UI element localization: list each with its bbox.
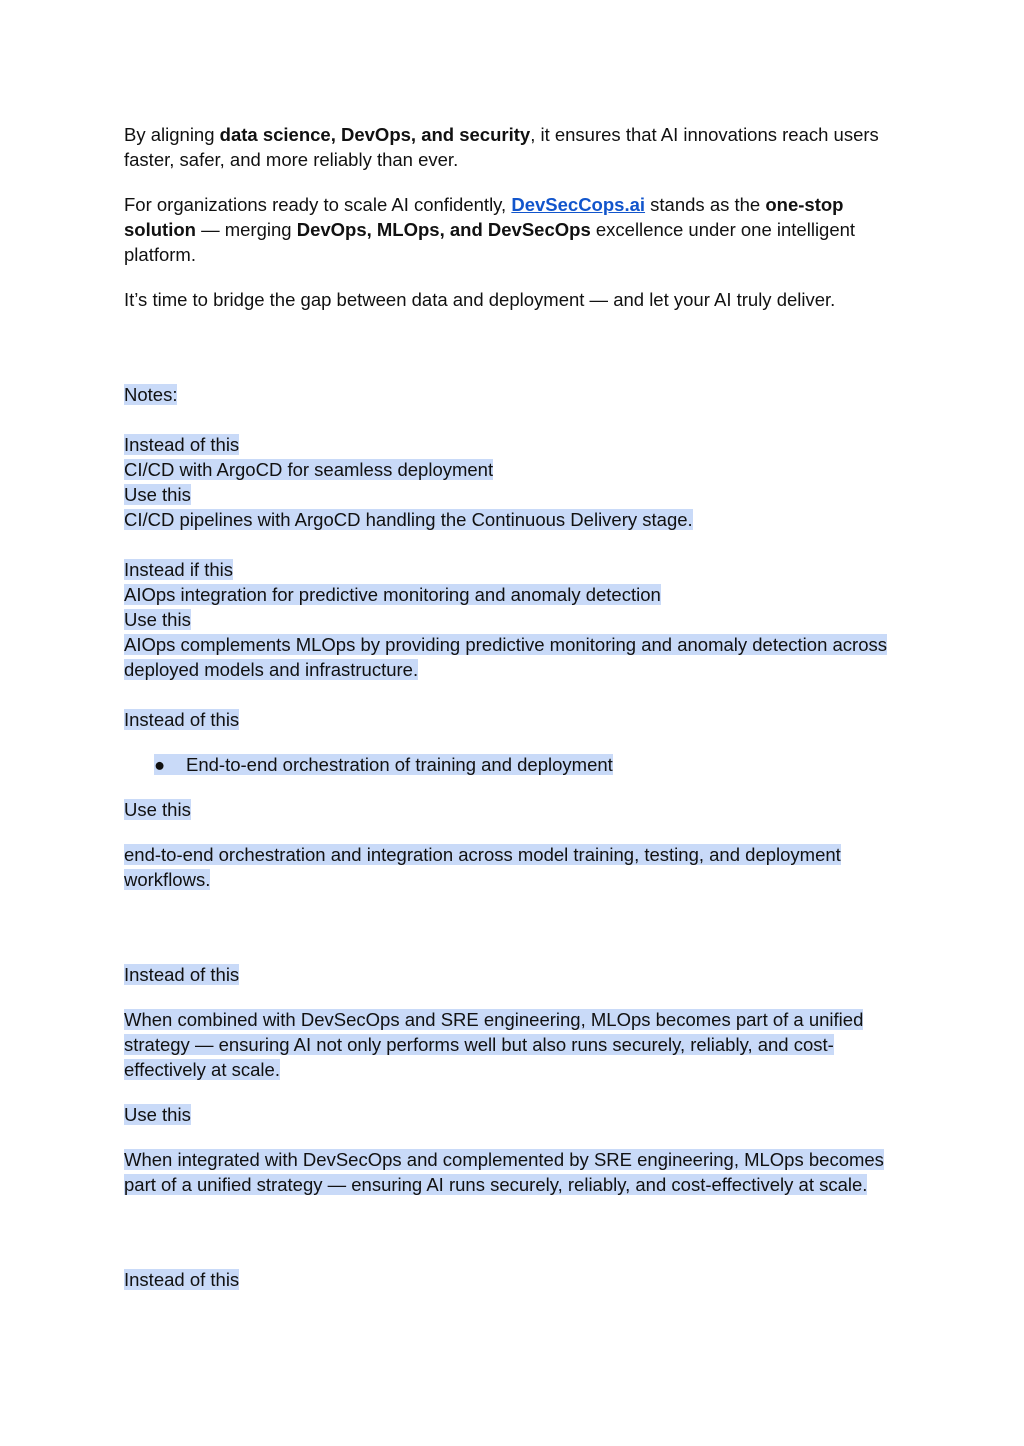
note-4-old <box>124 1007 904 1082</box>
intro-paragraph-1 <box>124 122 904 172</box>
notes-heading <box>124 382 904 407</box>
intro-text: , it ensures that AI innovations reach users faster, safer, and more reliably than ever. <box>124 124 879 170</box>
note-4-use <box>124 1102 904 1127</box>
note-label: Instead of this <box>124 434 240 455</box>
intro-text: For organizations ready to scale AI confidently, <box>124 194 512 215</box>
note-text: When integrated with DevSecOps and complemented by SRE engineering, MLOps becomes part of a unified strategy — ensuring AI runs securely, reliably, and cost-effectively at scale. <box>124 1149 884 1195</box>
note-1-new <box>124 507 904 532</box>
spacer <box>124 532 904 557</box>
note-label: Instead of this <box>124 709 240 730</box>
intro-bold-text: data science, DevOps, and security <box>219 124 531 145</box>
note-text: When combined with DevSecOps and SRE engineering, MLOps becomes part of a unified strategy — ensuring AI not only performs well but also runs securely, reliably, and cost-effectively at scale. <box>124 1009 864 1080</box>
note-label: Use this <box>124 609 191 630</box>
note-1-old <box>124 457 904 482</box>
note-4-new <box>124 1147 904 1197</box>
intro-text: excellence under one intelligent platform. <box>124 219 856 265</box>
note-label: Instead if this <box>124 559 234 580</box>
intro-paragraph-2 <box>124 192 904 267</box>
intro-text: — merging <box>195 219 297 240</box>
note-2-use <box>124 607 904 632</box>
note-2-new <box>124 632 904 682</box>
note-label: Use this <box>124 484 191 505</box>
note-label: Use this <box>124 1104 191 1125</box>
note-text: AIOps complements MLOps by providing predictive monitoring and anomaly detection across deployed models and infrastructure. <box>124 634 887 680</box>
note-label: Instead of this <box>124 1269 240 1290</box>
note-3-instead <box>124 707 904 732</box>
note-3-bullet-item <box>124 752 904 777</box>
intro-paragraph-3: It’s time to bridge the gap between data and deployment — and let your AI truly deliver. <box>124 289 836 310</box>
note-text: AIOps integration for predictive monitoring and anomaly detection <box>124 584 661 605</box>
note-label: Instead of this <box>124 964 240 985</box>
document-page <box>124 122 904 1292</box>
note-5-instead <box>124 1267 904 1292</box>
spacer <box>124 1197 904 1267</box>
note-2-instead <box>124 557 904 582</box>
note-3-use <box>124 797 904 822</box>
spacer <box>124 312 904 382</box>
note-text: CI/CD pipelines with ArgoCD handling the Continuous Delivery stage. <box>124 509 693 530</box>
note-text: End-to-end orchestration of training and deployment <box>186 754 613 775</box>
intro-text: By aligning <box>124 124 220 145</box>
note-4-instead <box>124 962 904 987</box>
intro-bold-text: DevOps, MLOps, and DevSecOps <box>296 219 591 240</box>
note-text: end-to-end orchestration and integration across model training, testing, and deployment workflows. <box>124 844 841 890</box>
note-1-use <box>124 482 904 507</box>
notes-heading-text: Notes: <box>124 384 178 405</box>
note-2-old <box>124 582 904 607</box>
intro-text: stands as the <box>645 194 766 215</box>
spacer <box>124 892 904 962</box>
spacer <box>124 682 904 707</box>
note-1-instead <box>124 432 904 457</box>
devseccops-link[interactable]: DevSecCops.ai <box>511 194 646 215</box>
bullet-icon: ● <box>154 754 166 775</box>
intro-bold-text: one-stop solution <box>124 194 844 240</box>
note-text: CI/CD with ArgoCD for seamless deployment <box>124 459 494 480</box>
note-label: Use this <box>124 799 191 820</box>
note-3-new <box>124 842 904 892</box>
spacer <box>124 407 904 432</box>
